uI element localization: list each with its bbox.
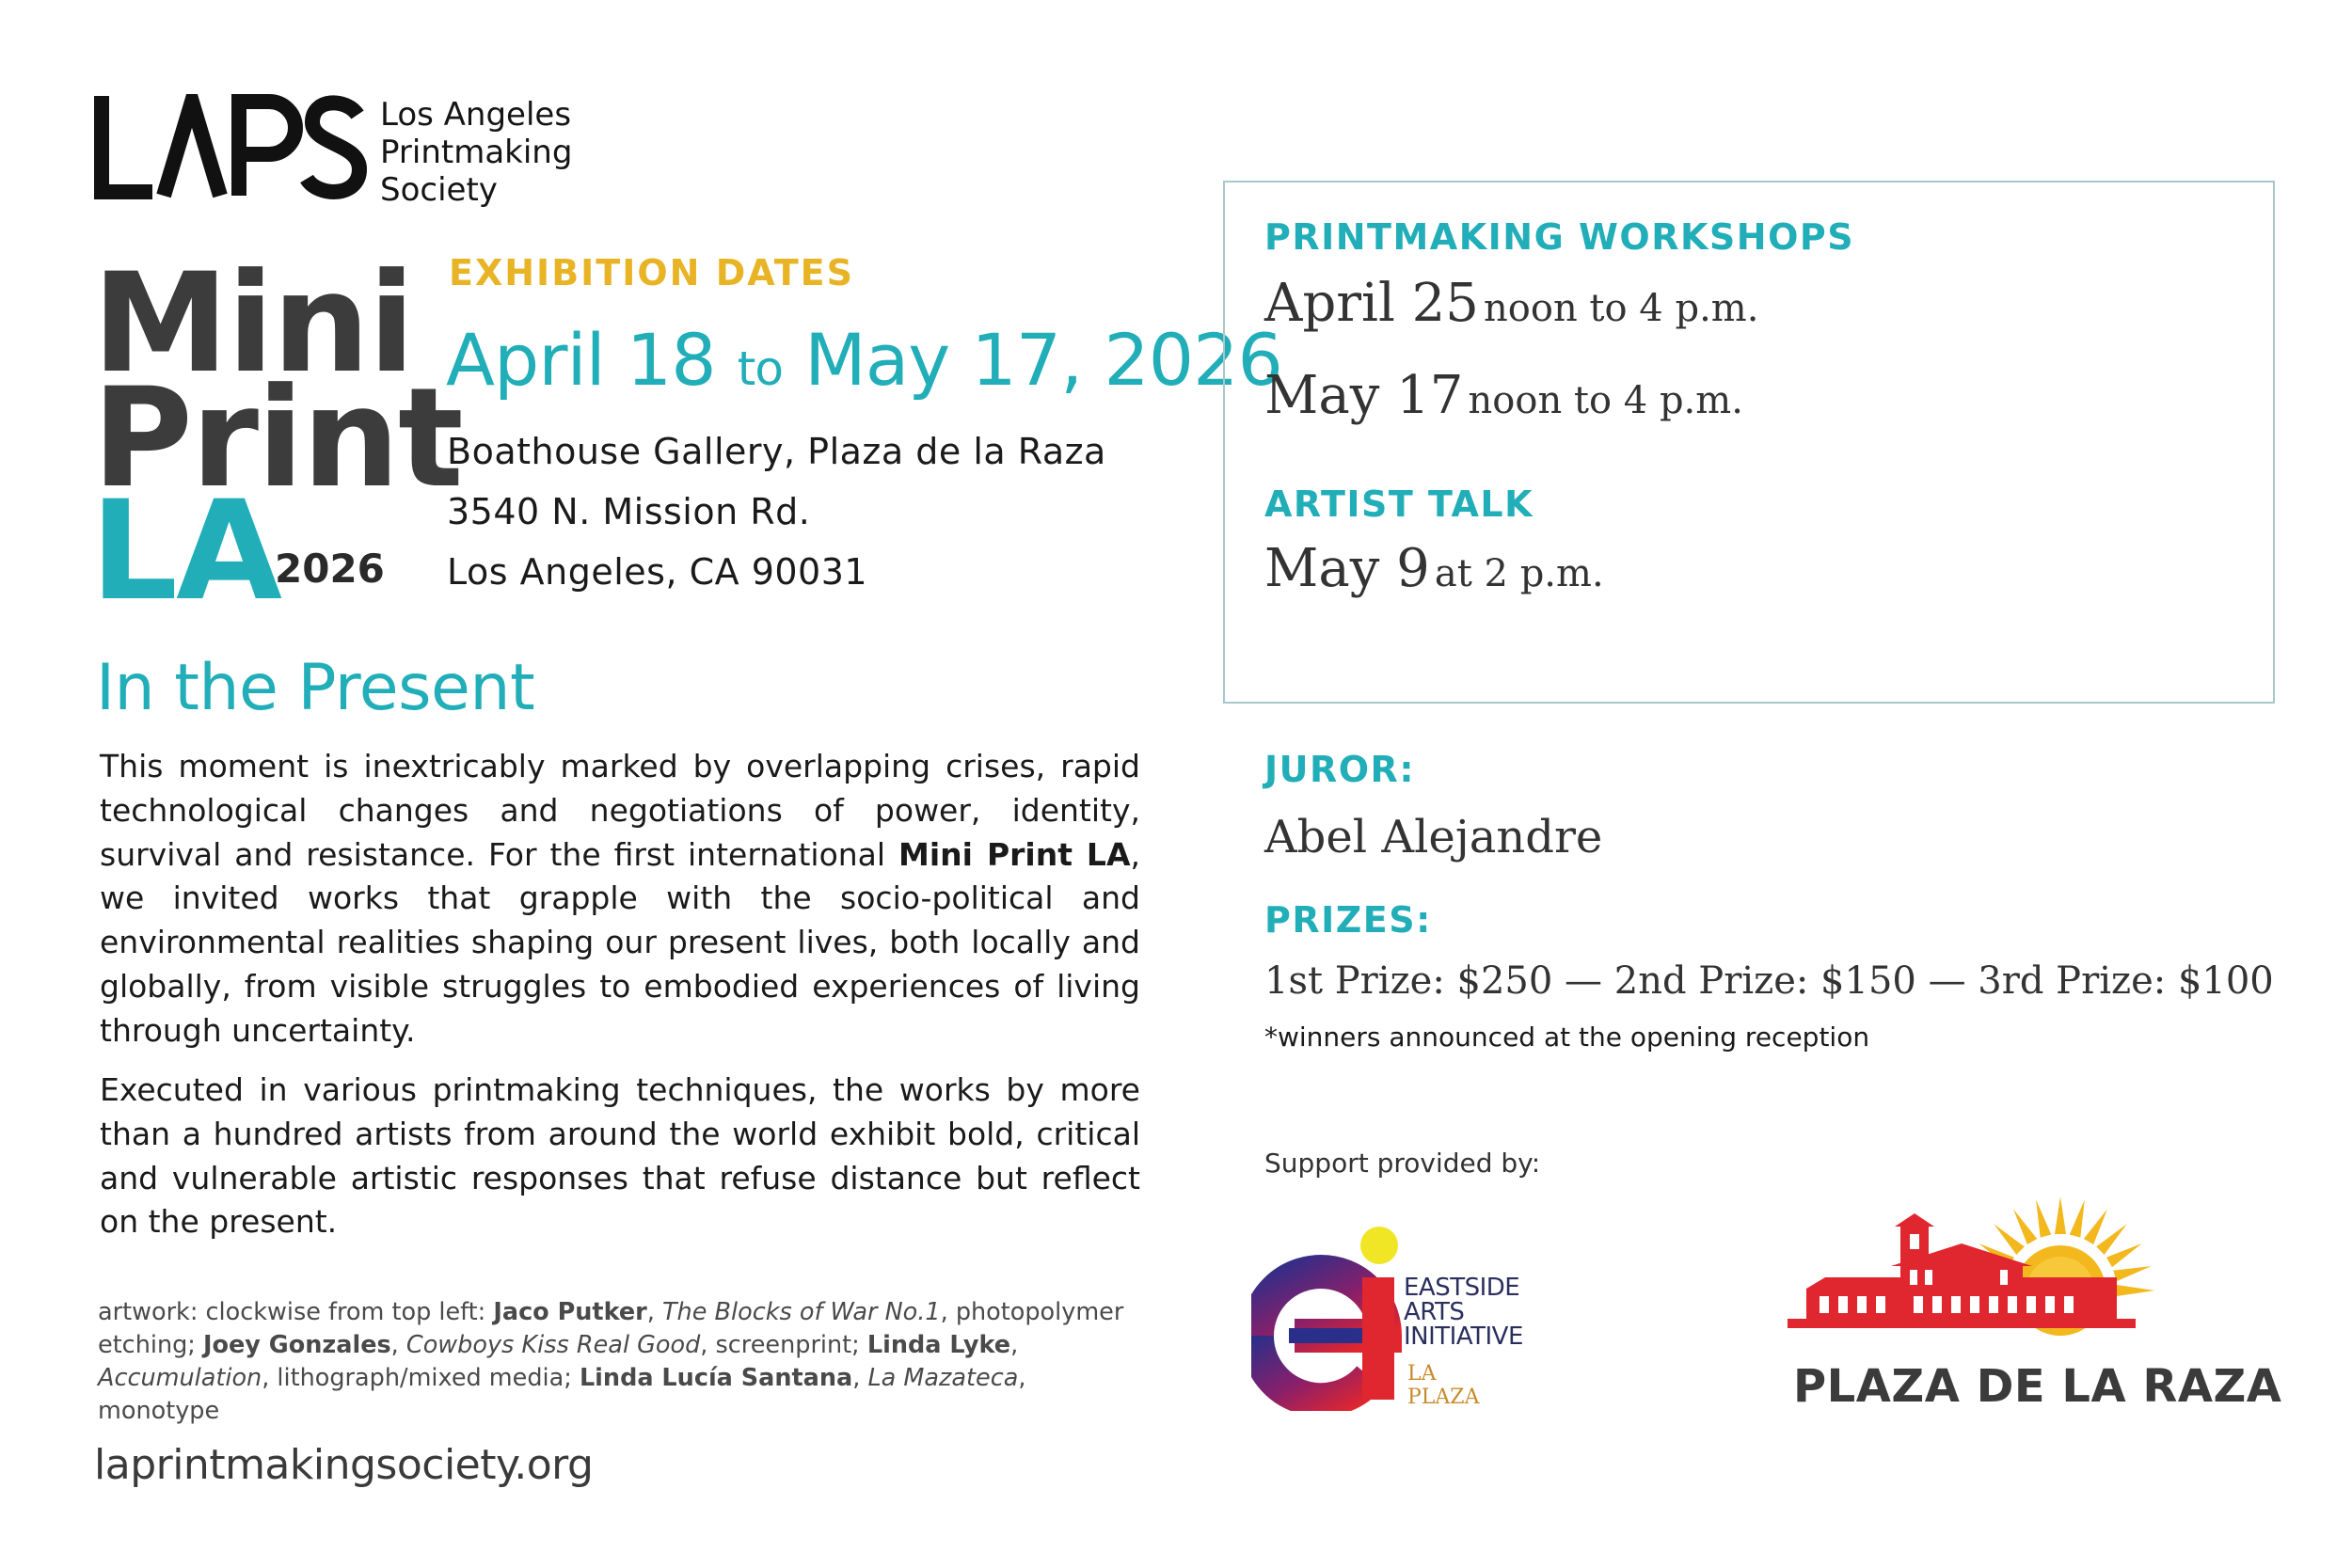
credit-medium: , screenprint; [700,1331,867,1359]
theme-paragraph-2: Executed in various printmaking techniques, the works by more than a hundred artists from around the world exhibit bold, critical and vulnerable artistic responses that refuse distance but reflect on the present. [100,1071,1140,1241]
credit-medium: , lithograph/mixed media; [262,1364,580,1392]
workshop-2-date: May 17 [1264,365,1464,426]
credit-sep: , [1010,1331,1019,1359]
eai-name [1404,1275,1523,1349]
org-line-3: Society [380,171,498,209]
credit-work: La Mazateca [867,1364,1019,1392]
credit-medium: , photopolymer etching; [98,1298,1124,1359]
support-label: Support provided by: [1264,1148,1541,1179]
website-link[interactable]: laprintmakingsociety.org [94,1441,594,1489]
venue-city: Los Angeles, CA 90031 [447,551,868,593]
plaza-building-sun-icon [1788,1187,2164,1356]
para1-text-1: This moment is inextricably marked by overlapping crises, rapid technological changes and negotiations of power, identity, survival and resistance. For the first international [100,748,1140,873]
org-line-1: Los Angeles [380,96,572,134]
workshop-1 [1264,273,1758,334]
credit-artist: Jaco Putker [493,1298,647,1326]
workshop-1-date: April 25 [1264,273,1479,334]
credit-sep: , [390,1331,406,1359]
exhibition-dates-label: EXHIBITION DATES [449,252,854,293]
laps-wordmark-icon [94,94,367,199]
credit-work: The Blocks of War No.1 [661,1298,941,1326]
credit-work: Cowboys Kiss Real Good [405,1331,701,1359]
para1-bold: Mini Print LA [898,835,1131,873]
credit-sep: , [852,1364,868,1392]
workshop-2 [1264,365,1743,426]
para1-text-2: , we invited works that grapple with the socio-political and environmental realities shaping our present lives, both locally and globally, from visible struggles to embodied experiences of living through uncertainty. [100,835,1140,1049]
credit-artist: Linda Lucía Santana [579,1364,853,1392]
title-print: Print [92,358,462,518]
laps-logo [94,94,573,209]
workshops-label: PRINTMAKING WORKSHOPS [1264,216,1855,258]
credit-artist: Joey Gonzales [203,1331,391,1359]
credit-sep: , [646,1298,662,1326]
title-year: 2026 [275,546,385,592]
eastside-arts-initiative-logo [1251,1223,1523,1415]
exhibition-start: April 18 [446,318,716,402]
theme-heading: In the Present [96,651,535,725]
exhibition-end: May 17, 2026 [804,318,1282,402]
workshop-2-time: noon to 4 p.m. [1468,379,1743,422]
prizes-label: PRIZES: [1264,899,1432,941]
eai-line-2: ARTS [1404,1298,1465,1326]
plaza-name: PLAZA DE LA RAZA [1793,1360,2282,1413]
venue-street: 3540 N. Mission Rd. [447,491,811,532]
credit-work: Accumulation [98,1364,262,1392]
artwork-credits [98,1296,1144,1428]
title-la: LA [90,471,281,631]
artist-talk [1264,538,1604,599]
prizes-list: 1st Prize: $250 — 2nd Prize: $150 — 3rd Prize: $100 [1264,959,2274,1003]
exhibition-connector: to [737,341,783,396]
theme-paragraph-1 [100,745,1140,1053]
plaza-de-la-raza-logo [1788,1187,2282,1413]
eai-line-1: EASTSIDE [1404,1274,1520,1302]
title-mini: Mini [92,244,414,404]
artist-talk-label: ARTIST TALK [1264,483,1534,525]
credit-intro: artwork: clockwise from top left: [98,1298,494,1326]
venue-name: Boathouse Gallery, Plaza de la Raza [447,431,1106,472]
eai-line-3: INITIATIVE [1404,1323,1523,1351]
prizes-note: *winners announced at the opening reception [1264,1022,1870,1053]
workshop-1-time: noon to 4 p.m. [1484,287,1759,330]
juror-name: Abel Alejandre [1264,811,1603,863]
exhibition-dates [446,318,1282,402]
eai-mark-icon [1251,1223,1411,1411]
credit-medium: , monotype [98,1364,1026,1425]
org-name [380,96,625,209]
artist-talk-date: May 9 [1264,538,1430,599]
org-line-2: Printmaking [380,134,573,171]
artist-talk-time: at 2 p.m. [1434,552,1604,595]
events-box [1223,181,2275,704]
juror-label: JUROR: [1264,749,1416,790]
la-plaza-mark: LA PLAZA [1407,1362,1480,1409]
credit-artist: Linda Lyke [866,1331,1011,1359]
